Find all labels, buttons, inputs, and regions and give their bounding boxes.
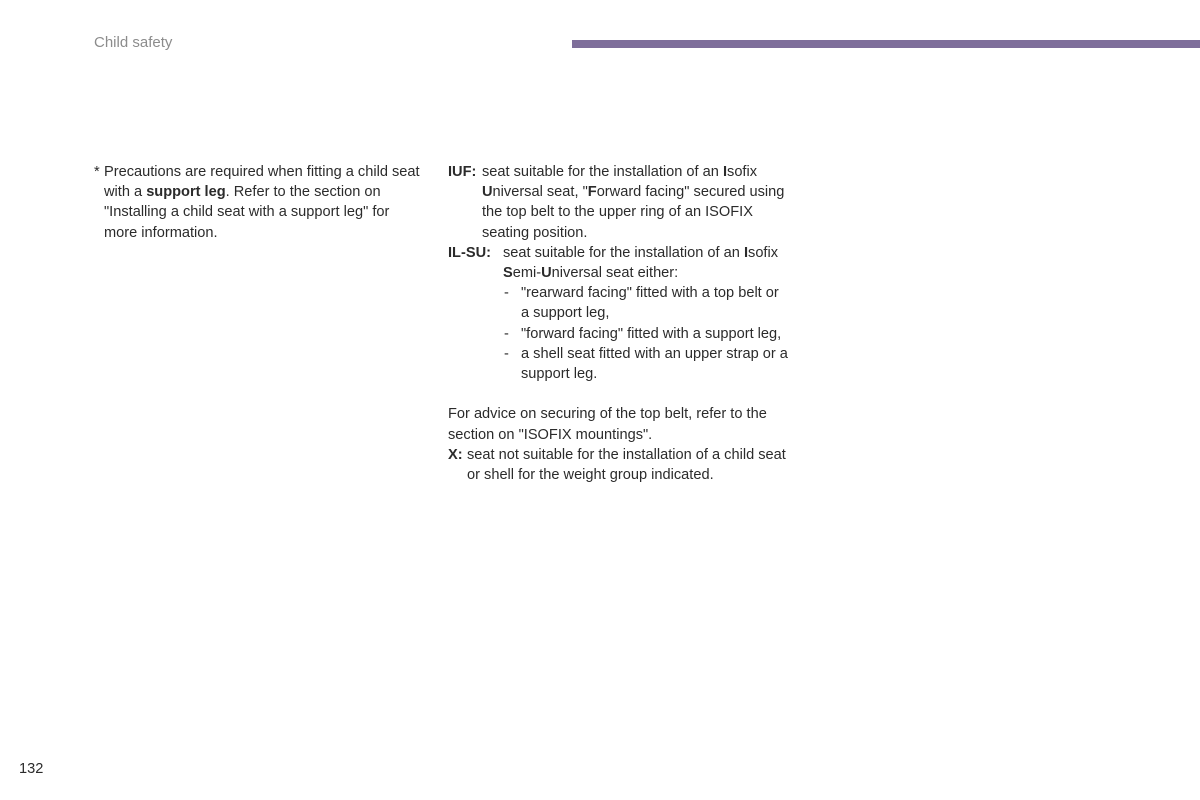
definition-text-x: seat not suitable for the installation of a child seat or shell for the weight group indicated.: [467, 446, 786, 484]
right-column: [448, 162, 788, 485]
definition-iuf: [448, 162, 788, 243]
left-column: [94, 162, 424, 243]
definition-text-il-su: [448, 243, 788, 384]
support-leg-note: [94, 162, 424, 243]
list-item: - "forward facing" fitted with a support leg,: [504, 325, 782, 342]
definition-term-x: X:: [448, 446, 463, 463]
section-accent-bar: [572, 40, 1200, 48]
paragraph-spacer: [448, 384, 788, 404]
il-su-intro: seat suitable for the installation of an Isofix Semi-Universal seat either:: [503, 244, 779, 282]
definition-term-iuf: IUF:: [448, 164, 477, 180]
top-belt-advice: For advice on securing of the top belt, refer to the section on "ISOFIX mountings".: [448, 406, 767, 443]
definition-text-iuf: seat suitable for the installation of an Isofix Universal seat, "Forward facing" secured using the top belt to the upper ring of an ISOFIX seating position.: [482, 164, 785, 241]
section-title: Child safety: [94, 34, 173, 51]
definition-x: [448, 445, 788, 485]
support-leg-term: support leg: [146, 184, 226, 201]
il-su-options-list: [503, 283, 788, 384]
note-text: Precautions are required when fitting a child seat with a support leg. Refer to the section on "Installing a child seat with a support leg" for more information.: [104, 164, 420, 241]
definition-term-il-su: IL-SU:: [448, 244, 491, 261]
list-item: - a shell seat fitted with an upper strap or a support leg.: [504, 345, 788, 383]
list-item: - "rearward facing" fitted with a top belt or a support leg,: [504, 285, 779, 322]
page-number: 132: [19, 761, 44, 777]
definition-il-su: [448, 243, 788, 384]
note-asterisk: *: [94, 164, 100, 180]
